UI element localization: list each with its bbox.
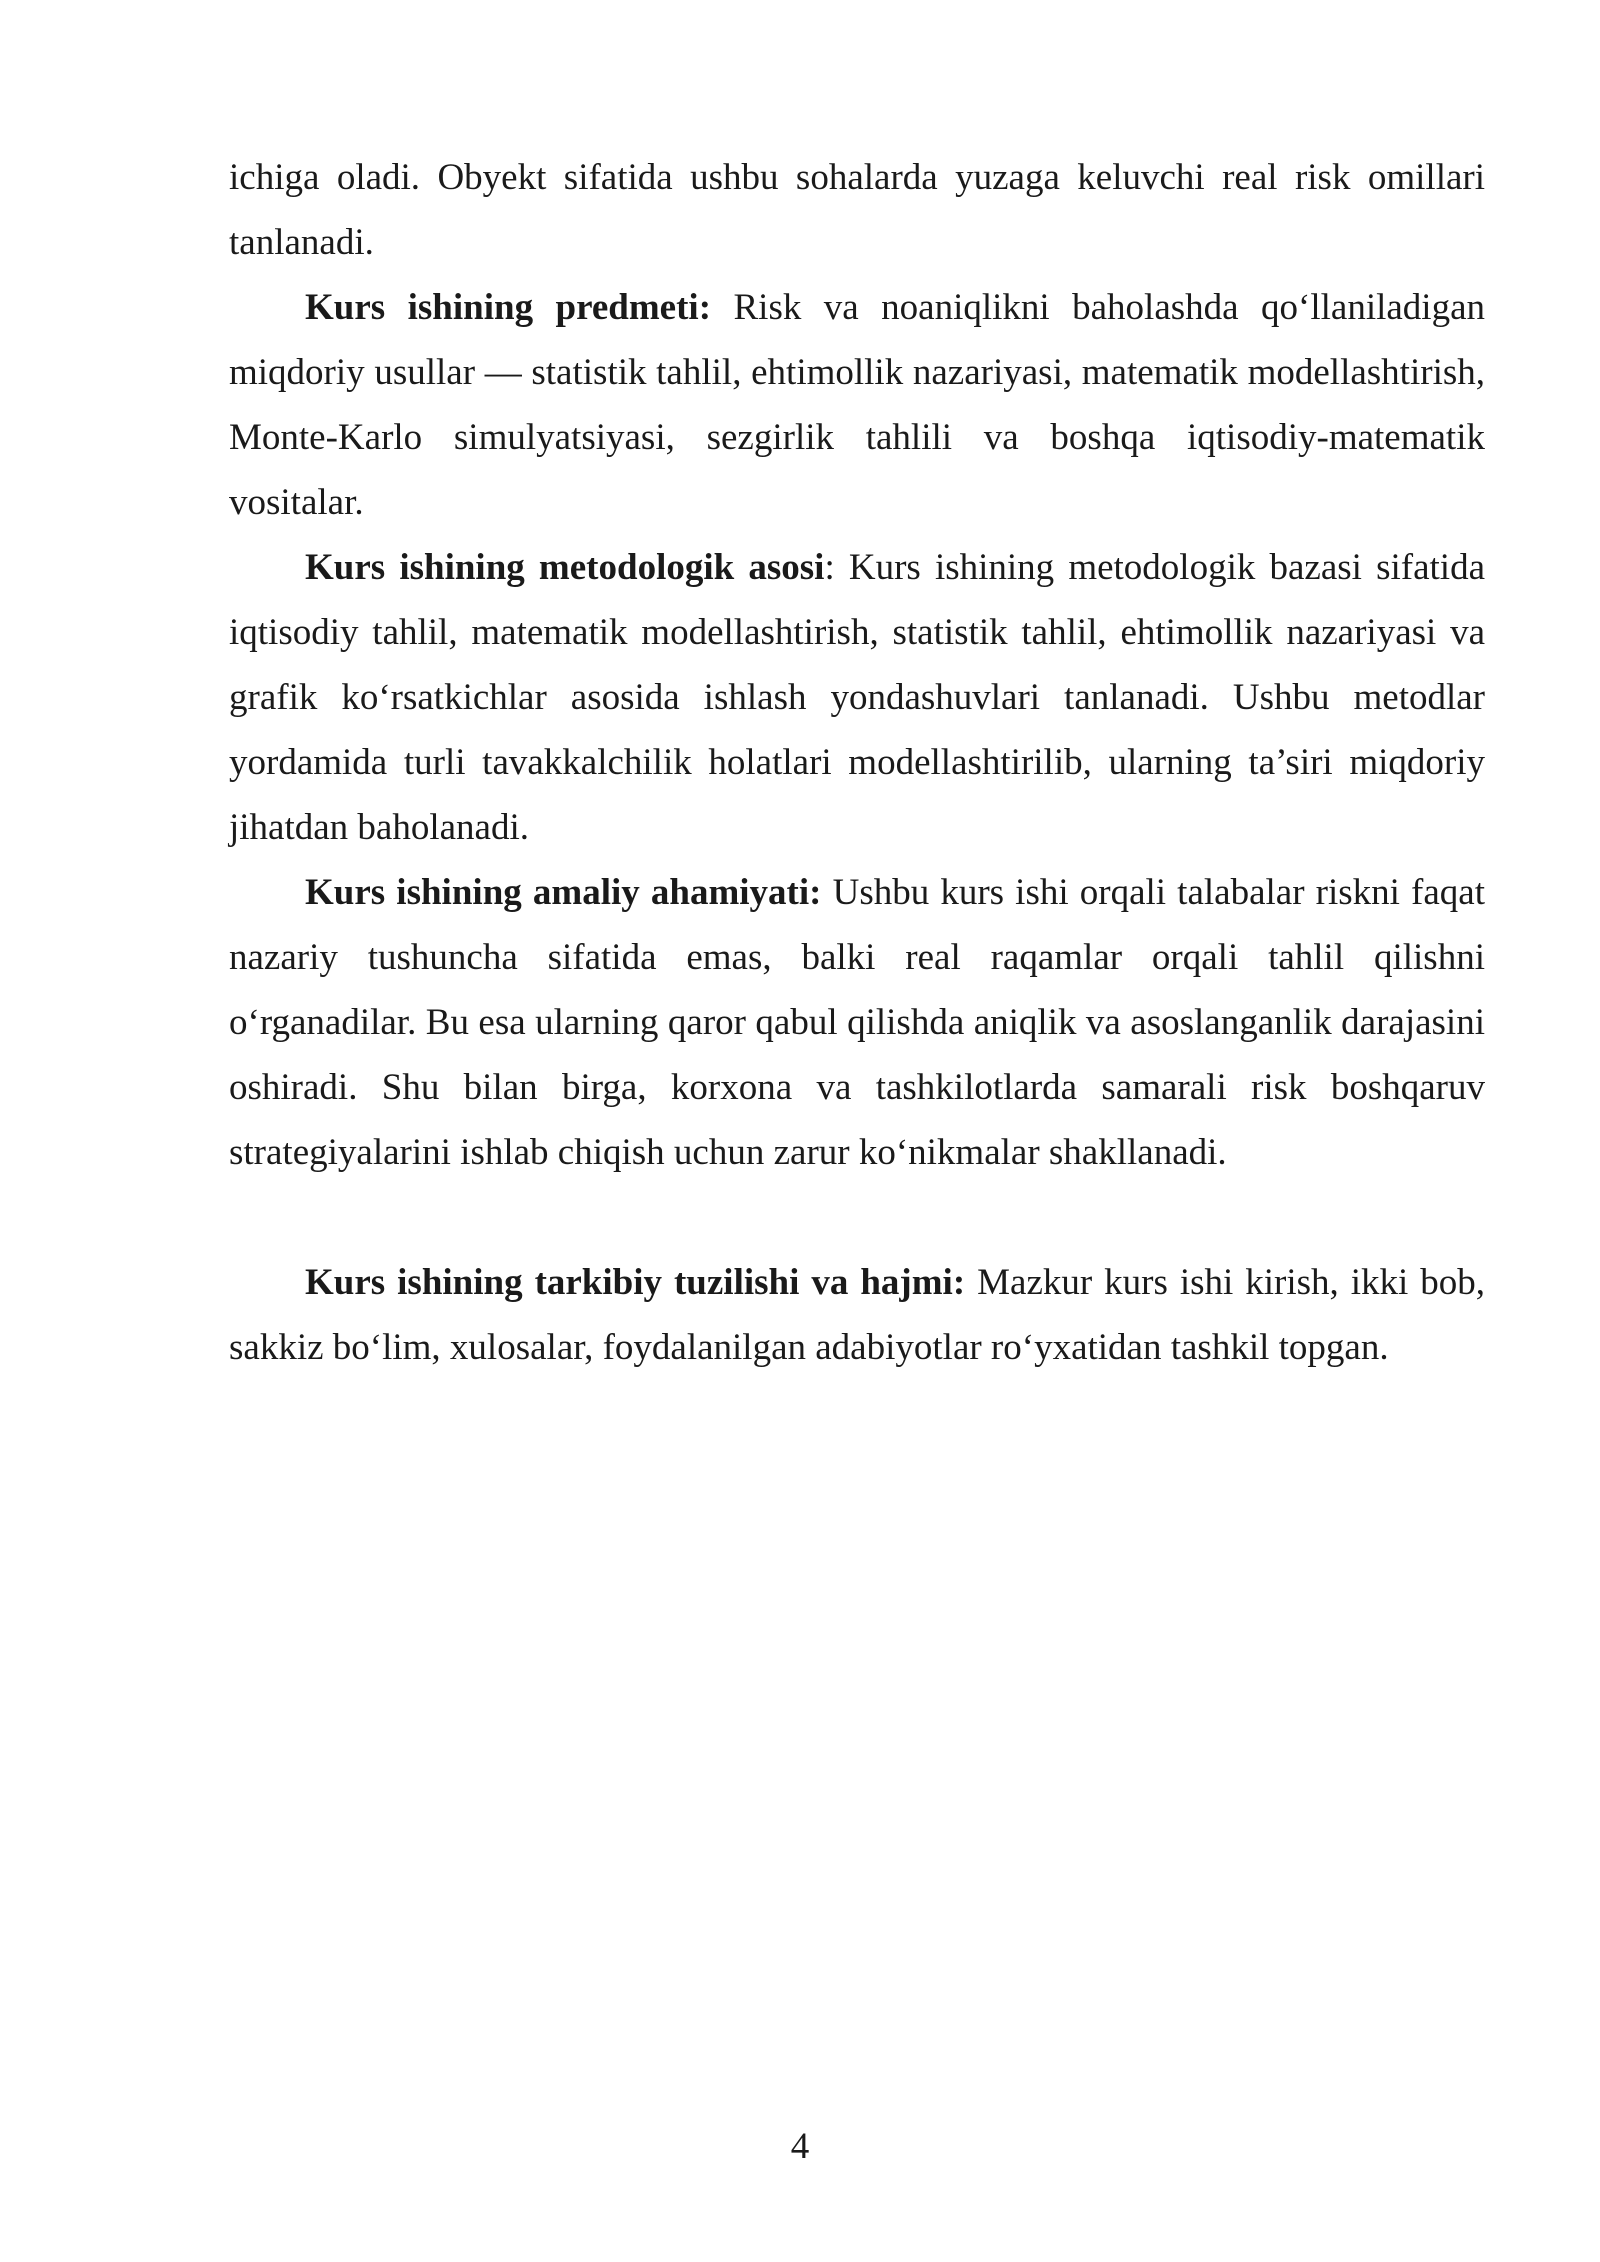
paragraph-term: Kurs ishining amaliy ahamiyati:: [305, 872, 822, 913]
paragraph-text: Risk va noaniqlikni baholashda qo‘llaniladigan miqdoriy usullar — statistik tahlil, ehtimollik nazariyasi, matematik modellashtirish, Monte-Karlo simulyatsiyasi, sezgirlik tahlili va boshqa iqtisodiy-matematik vositalar.: [229, 287, 1485, 523]
paragraph-separator: [821, 872, 832, 913]
paragraph-object-continuation: [229, 145, 1485, 275]
paragraph-subject: [229, 275, 1485, 535]
paragraph-text: Mazkur kurs ishi kirish, ikki bob, sakkiz bo‘lim, xulosalar, foydalanilgan adabiyotlar ro‘yxatidan tashkil topgan.: [229, 1262, 1486, 1368]
paragraph-term: Kurs ishining tarkibiy tuzilishi va hajmi:: [305, 1262, 966, 1303]
paragraph-term: Kurs ishining predmeti:: [305, 287, 712, 328]
paragraph-separator: [965, 1262, 977, 1303]
paragraph-separator: [711, 287, 733, 328]
paragraph-structure: [229, 1250, 1485, 1380]
paragraph-separator: :: [824, 547, 849, 588]
paragraph-text: ichiga oladi. Obyekt sifatida ushbu sohalarda yuzaga keluvchi real risk omillari tanlanadi.: [229, 157, 1485, 263]
page-number: 4: [790, 2126, 810, 2167]
paragraph-text: Ushbu kurs ishi orqali talabalar riskni faqat nazariy tushuncha sifatida emas, balki real raqamlar orqali tahlil qilishni o‘rganadilar. Bu esa ularning qaror qabul qilishda aniqlik va asoslanganlik darajasini oshiradi. Shu bilan birga, korxona va tashkilotlarda samarali risk boshqaruv strategiyalarini ishlab chiqish uchun zarur ko‘nikmalar shakllanadi.: [229, 872, 1485, 1173]
paragraph-practical-significance: [229, 860, 1485, 1185]
paragraph-term: Kurs ishining metodologik asosi: [305, 547, 825, 588]
paragraph-text: Kurs ishining metodologik bazasi sifatida iqtisodiy tahlil, matematik modellashtirish, statistik tahlil, ehtimollik nazariyasi va grafik ko‘rsatkichlar asosida ishlash yondashuvlari tanlanadi. Ushbu metodlar yordamida turli tavakkalchilik holatlari modellashtirilib, ularning ta’siri miqdoriy jihatdan baholanadi.: [229, 547, 1485, 848]
body-text: [229, 145, 1485, 1380]
paragraph-methodology: [229, 535, 1485, 860]
